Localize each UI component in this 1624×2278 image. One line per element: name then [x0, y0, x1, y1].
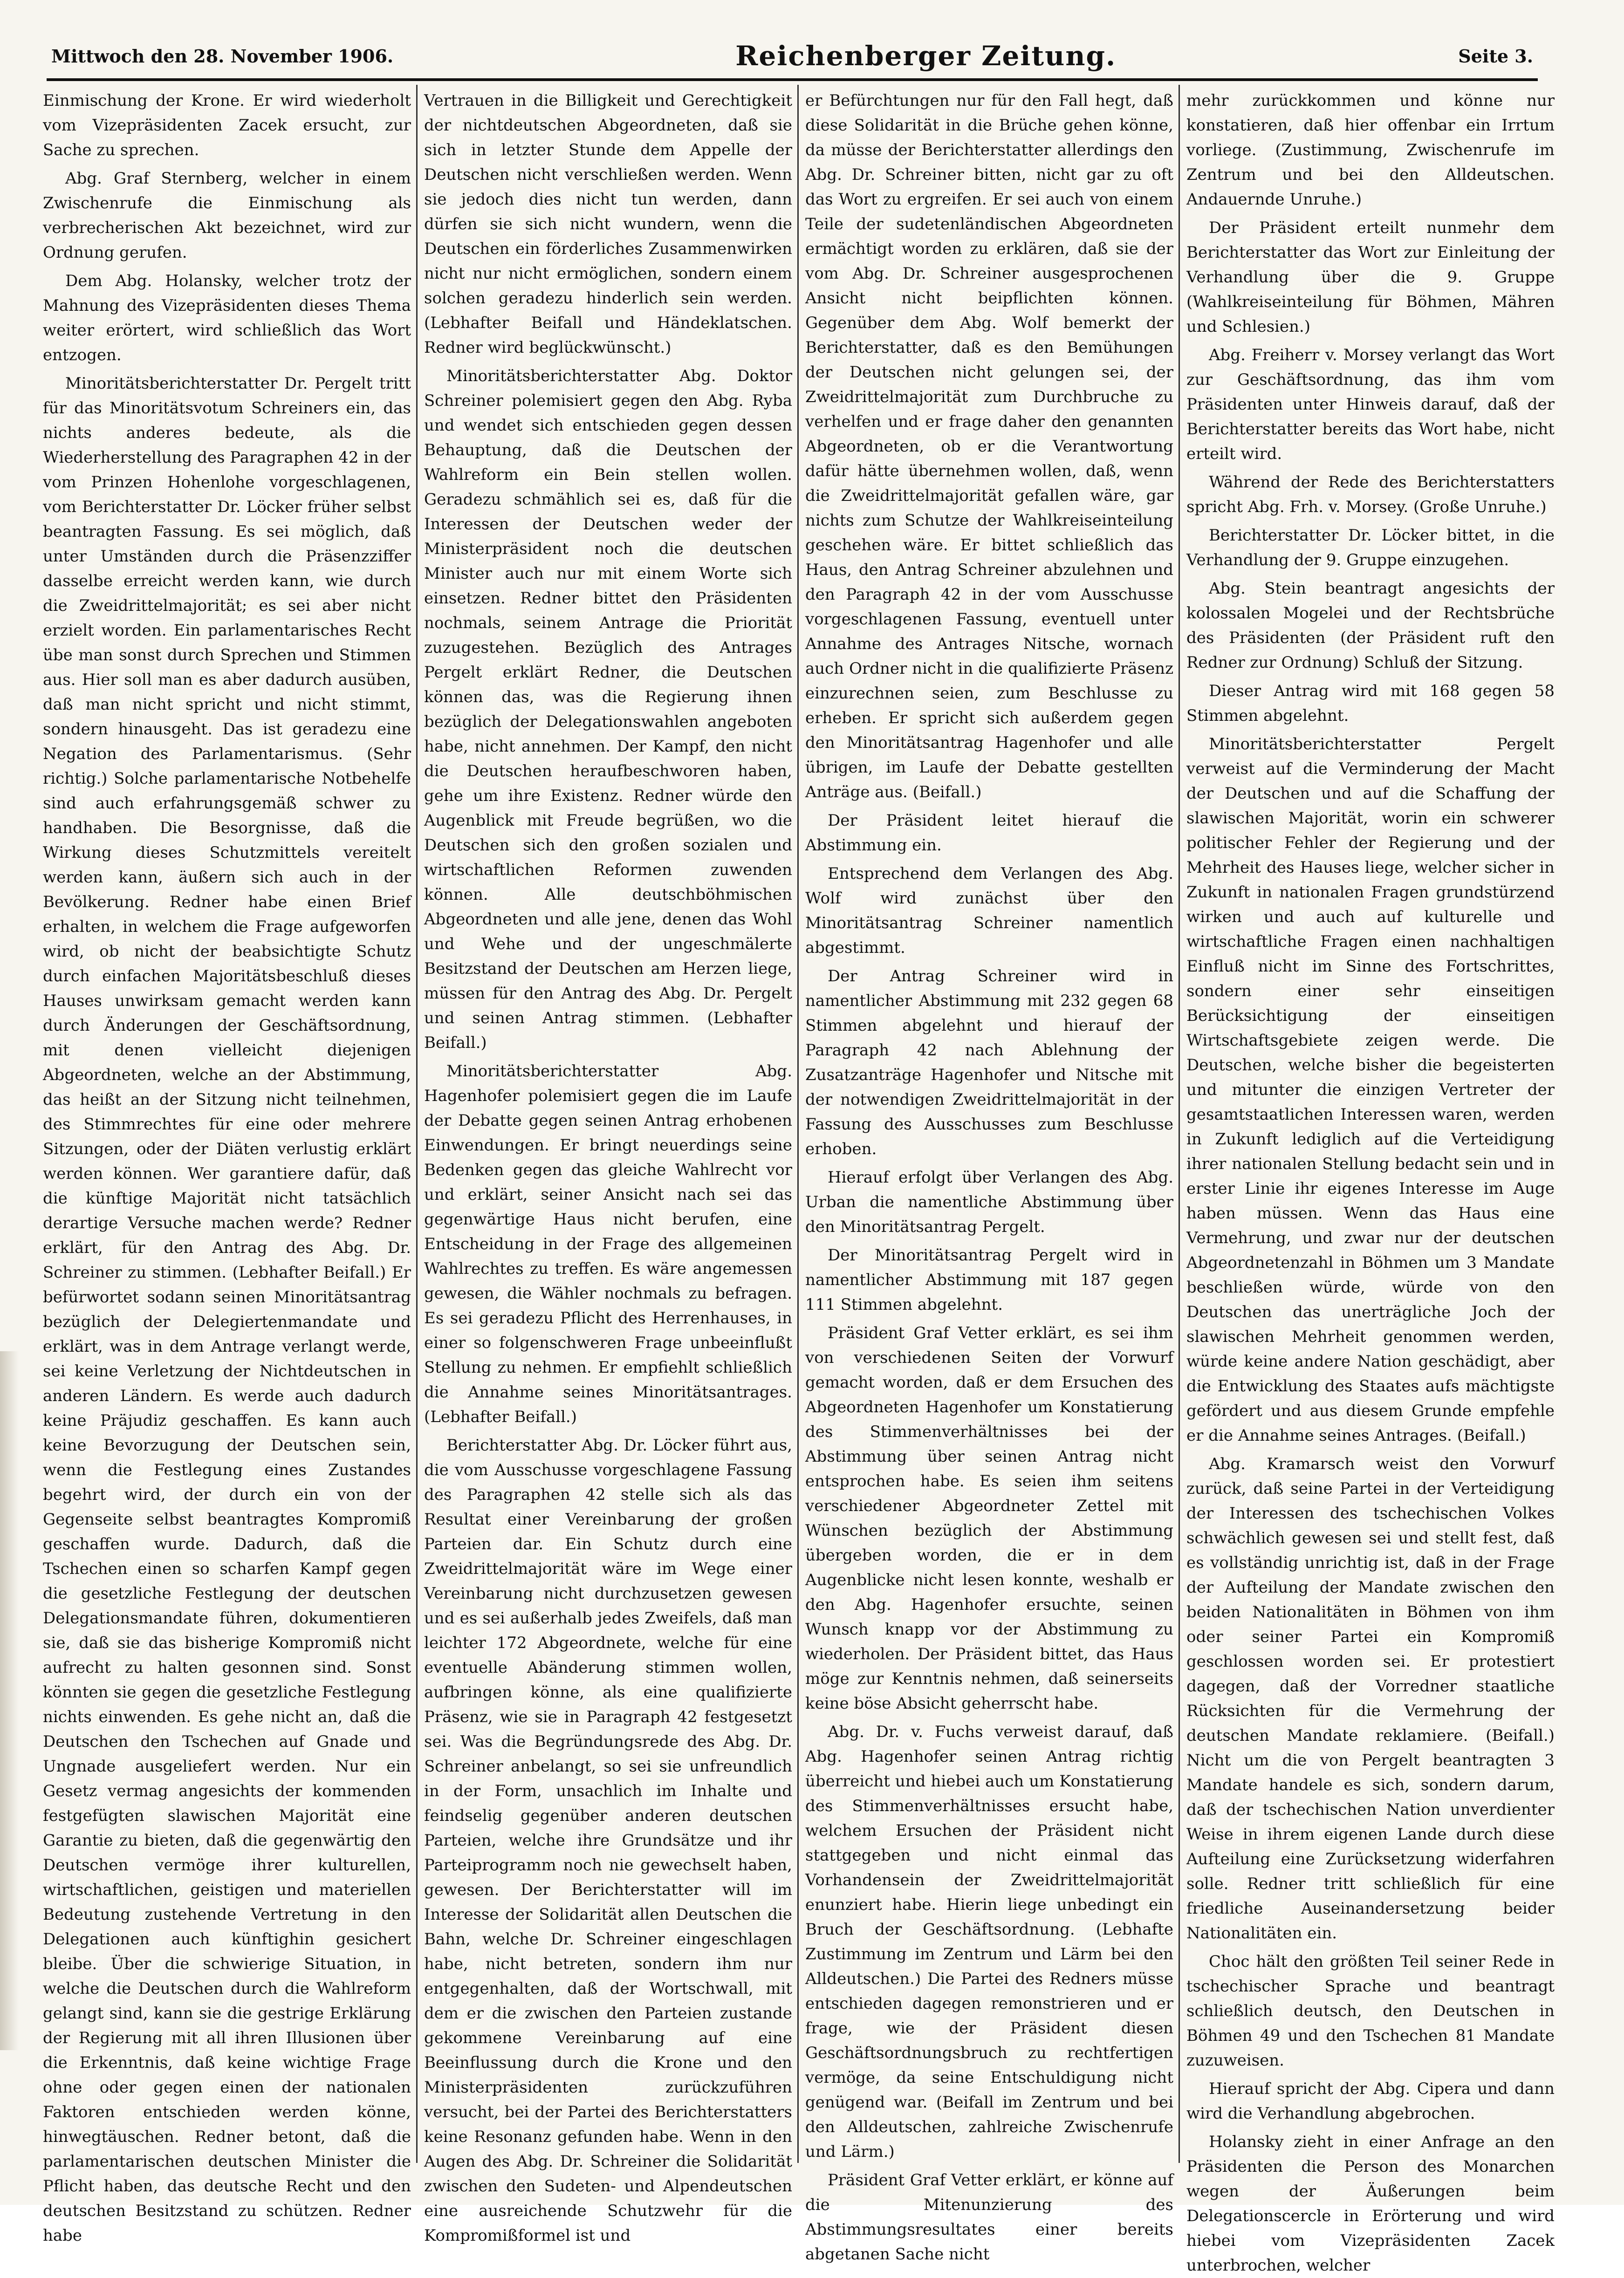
article-paragraph: Der Antrag Schreiner wird in namentlicher Abstimmung mit 232 gegen 68 Stimmen abgelehnt und hierauf der Paragraph 42 nach Ablehnung der Zusatzanträge Hagenhofer und Nitsche mit der notwendigen Zweidrittelmajorität in der Fassung des Ausschusses zum Beschlusse erhoben. [805, 967, 1173, 1158]
article-paragraph: er Befürchtungen nur für den Fall hegt, daß diese Solidarität in die Brüche gehen könne, da müsse der Berichterstatter allerdings den Abg. Dr. Schreiner bitten, nicht gar zu oft das Wort zu ergreifen. Er sei auch von einem Teile der sudetenländischen Abgeordneten ermächtigt worden zu erklären, daß sie der vom Abg. Dr. Schreiner ausgesprochenen Ansicht nicht beipflichten können. Gegenüber dem Abg. Wolf bemerkt der Berichterstatter, daß es den Bemühungen der Deutschen nicht gelungen sei, der Zweidrittelmajorität zum Durchbruche zu verhelfen und er frage daher den genannten Abgeordneten, ob er die Verantwortung dafür hätte übernehmen wollen, daß, wenn die Zweidrittelmajorität gefallen wäre, gar nichts zum Schutze der Wahlkreiseinteilung geschehen wäre. Er bittet schließlich das Haus, den Antrag Schreiner abzulehnen und den Paragraph 42 in der vom Ausschusse vorgeschlagenen Fassung, eventuell unter Annahme des Antrages Nitsche, wornach auch Ordner nicht in die qualifizierte Präsenz einzurechnen seien, zum Beschlusse zu erheben. Er spricht sich außerdem gegen den Minoritätsantrag Hagenhofer und alle übrigen, im Laufe der Debatte gestellten Anträge aus. (Beifall.) [805, 91, 1173, 801]
article-paragraph: Holansky zieht in einer Anfrage an den Präsidenten die Person des Monarchen wegen der Äußerungen beim Delegationscercle in Erörterung und wird hiebei vom Vizepräsidenten Zacek unterbrochen, welcher [1186, 2133, 1555, 2275]
article-paragraph: Abg. Stein beantragt angesichts der kolossalen Mogelei und der Rechtsbrüche des Präsidenten (der Präsident ruft den Redner zur Ordnung) Schluß der Sitzung. [1186, 579, 1555, 672]
article-paragraph: Minoritätsberichterstatter Pergelt verweist auf die Verminderung der Macht der Deutschen und auf die Schaffung der slawischen Majorität, worin ein schwerer politischer Fehler der Regierung und der Mehrheit des Hauses liege, welcher sicher in Zukunft in nationalen Fragen grundstürzend wirken und auch auf kulturelle und wirtschaftliche Fragen einen nachhaltigen Einfluß nicht im Sinne des Fortschrittes, sondern einer sehr einseitigen Berücksichtigung der einseitigen Wirtschaftsgebiete zeigen werde. Die Deutschen, welche bisher die begeisterten und mitunter die einzigen Vertreter der gesamtstaatlichen Interessen waren, werden in Zukunft lediglich auf die Verteidigung ihrer nationalen Stellung bedacht sein und in erster Linie ihr eigenes Interesse im Auge haben müssen. Wenn das Haus eine Vermehrung, und zwar nur der deutschen Abgeordnetenzahl in Böhmen um 3 Mandate beschließen würde, würde von den Deutschen das unerträgliche Joch der slawischen Mehrheit genommen werden, würde keine andere Nation geschädigt, aber die Entwicklung des Staates aufs mächtigste gefördert und aus diesem Grunde empfehle er die Annahme seines Antrages. (Beifall.) [1186, 735, 1555, 1445]
article-paragraph: Abg. Graf Sternberg, welcher in einem Zwischenrufe die Einmischung als verbrecherischen Akt bezeichnet, wird zur Ordnung gerufen. [43, 169, 411, 262]
article-paragraph: Der Präsident erteilt nunmehr dem Berichterstatter das Wort zur Einleitung der Verhandlung über die 9. Gruppe (Wahlkreiseinteilung für Böhmen, Mähren und Schlesien.) [1186, 219, 1555, 336]
column-divider [797, 85, 799, 2163]
article-paragraph: Dieser Antrag wird mit 168 gegen 58 Stimmen abgelehnt. [1186, 682, 1555, 725]
article-paragraph: Vertrauen in die Billigkeit und Gerechtigkeit der nichtdeutschen Abgeordneten, daß sie sich in letzter Stunde dem Appelle der Deutschen nicht verschließen werden. Wenn sie jedoch dies nicht tun werden, dann dürfen sie sich nicht wundern, wenn die Deutschen ein förderliches Zusammenwirken nicht nur nicht ermöglichen, sondern einem solchen geradezu hinderlich sein werden. (Lebhafter Beifall und Händeklatschen. Redner wird beglückwünscht.) [424, 91, 792, 357]
article-paragraph: Berichterstatter Abg. Dr. Löcker führt aus, die vom Ausschusse vorgeschlagene Fassung des Paragraphen 42 stelle sich als das Resultat einer Vereinbarung der großen Parteien dar. Ein Schutz durch eine Zweidrittelmajorität wäre im Wege einer Vereinbarung nicht durchzusetzen gewesen und es sei außerhalb jedes Zweifels, daß man leichter 172 Abgeordnete, welche für eine eventuelle Abänderung stimmen wollen, aufbringen könne, als eine qualifizierte Präsenz, wie sie in Paragraph 42 festgesetzt sei. Was die Begründungsrede des Abg. Dr. Schreiner anbelangt, so sei sie unfreundlich in der Form, unsachlich im Inhalte und feindselig gegenüber anderen deutschen Parteien, welche ihre Grundsätze und ihr Parteiprogramm noch nie gewechselt haben, gewesen. Der Berichterstatter will im Interesse der Solidarität allen Deutschen die Bahn, welche Dr. Schreiner eingeschlagen habe, nicht betreten, sondern ihm nur entgegenhalten, daß der Wortschwall, mit dem er die zwischen den Parteien zustande gekommene Vereinbarung auf eine Beeinflussung durch die Krone und den Ministerpräsidenten zurückzuführen versucht, bei der Partei des Berichterstatters keine Resonanz gefunden habe. Wenn in den Augen des Abg. Dr. Schreiner die Solidarität zwischen den Sudeten- und Alpendeutschen eine ausreichende Schutzwehr für die Kompromißformel ist und [424, 1436, 792, 2245]
article-paragraph: Choc hält den größten Teil seiner Rede in tschechischer Sprache und beantragt schließlich deutsch, den Deutschen in Böhmen 49 und den Tschechen 81 Mandate zuzuweisen. [1186, 1952, 1555, 2070]
text-column-1 [43, 89, 411, 2245]
article-paragraph: Hierauf spricht der Abg. Cipera und dann wird die Verhandlung abgebrochen. [1186, 2080, 1555, 2123]
article-paragraph: Präsident Graf Vetter erklärt, es sei ihm von verschiedenen Seiten der Vorwurf gemacht worden, daß er dem Ersuchen des Abgeordneten Hagenhofer um Konstatierung des Stimmenverhältnisses bei der Abstimmung über seinen Antrag nicht entsprochen habe. Es seien ihm seitens verschiedener Abgeordneter Zettel mit Wünschen bezüglich der Abstimmung übergeben worden, die er in dem Augenblicke nicht lesen konnte, weshalb er den Abg. Hagenhofer ersuchte, seinen Wunsch knapp vor der Abstimmung zu wiederholen. Der Präsident bittet, das Haus möge zur Kenntnis nehmen, daß seinerseits keine böse Absicht geherrscht habe. [805, 1324, 1173, 1713]
article-paragraph: Dem Abg. Holansky, welcher trotz der Mahnung des Vizepräsidenten dieses Thema weiter erörtert, wird schließlich das Wort entzogen. [43, 272, 411, 364]
page-number: Seite 3. [1458, 45, 1533, 67]
article-paragraph: Minoritätsberichterstatter Abg. Hagenhofer polemisiert gegen die im Laufe der Debatte gegen seinen Antrag erhobenen Einwendungen. Er bringt neuerdings seine Bedenken gegen das gleiche Wahlrecht vor und erklärt, seiner Ansicht nach sei das gegenwärtige Haus nicht berufen, eine Entscheidung in der Frage des allgemeinen Wahlrechtes zu treffen. Es wäre angemessen gewesen, die Wähler nochmals zu befragen. Es sei geradezu Pflicht des Herrenhauses, in einer so folgenschweren Frage unbeeinflußt Stellung zu nehmen. Er empfiehlt schließlich die Annahme seines Minoritätsantrages. (Lebhafter Beifall.) [424, 1062, 792, 1426]
scan-edge-shadow [0, 1351, 19, 2050]
newspaper-title: Reichenberger Zeitung. [735, 40, 1117, 72]
article-paragraph: Abg. Dr. v. Fuchs verweist darauf, daß Abg. Hagenhofer seinen Antrag richtig überreicht und hiebei auch um Konstatierung des Stimmenverhältnisses ersucht habe, welchem Ersuchen der Präsident nicht stattgegeben und nicht einmal das Vorhandensein der Zweidrittelmajorität enunziert habe. Hierin liege unbedingt ein Bruch der Geschäftsordnung. (Lebhafte Zustimmung im Zentrum und Lärm bei den Alldeutschen.) Die Partei des Redners müsse entschieden dagegen remonstrieren und er frage, wie der Präsident diesen Geschäftsordnungsbruch zu rechtfertigen vermöge, da seine Entschuldigung nicht genügend war. (Beifall im Zentrum und bei den Alldeutschen, zahlreiche Zwischenrufe und Lärm.) [805, 1723, 1173, 2161]
article-paragraph: Der Minoritätsantrag Pergelt wird in namentlicher Abstimmung mit 187 gegen 111 Stimmen abgelehnt. [805, 1246, 1173, 1314]
text-column-2 [424, 89, 792, 2245]
article-paragraph: Berichterstatter Dr. Löcker bittet, in die Verhandlung der 9. Gruppe einzugehen. [1186, 526, 1555, 569]
page-header [51, 37, 1533, 75]
article-paragraph: Abg. Kramarsch weist den Vorwurf zurück, daß seine Partei in der Verteidigung der Interessen des tschechischen Volkes schwächlich gewesen sei und stellt fest, daß es vollständig unrichtig ist, daß in der Frage der Aufteilung der Mandate zwischen den beiden Nationalitäten in Böhmen von ihm oder seiner Partei ein Kompromiß geschlossen worden sei. Er protestiert dagegen, daß der Vorredner staatliche Rücksichten für die Vermehrung der deutschen Mandate reklamiere. (Beifall.) Nicht um die von Pergelt beantragten 3 Mandate handele es sich, sondern darum, daß der tschechischen Nation unverdienter Weise in ihrem eigenen Lande durch diese Aufteilung eine Zurücksetzung widerfahren solle. Redner tritt schließlich für eine friedliche Auseinandersetzung beider Nationalitäten ein. [1186, 1455, 1555, 1943]
column-divider [1179, 85, 1180, 2163]
issue-date: Mittwoch den 28. November 1906. [51, 45, 394, 67]
article-paragraph: mehr zurückkommen und könne nur konstatieren, daß hier offenbar ein Irrtum vorliege. (Zustimmung, Zwischenrufe im Zentrum und bei den Alldeutschen. Andauernde Unruhe.) [1186, 91, 1555, 209]
text-column-4 [1186, 89, 1555, 2275]
article-paragraph: Der Präsident leitet hierauf die Abstimmung ein. [805, 811, 1173, 855]
text-column-3 [805, 89, 1173, 2264]
article-paragraph: Entsprechend dem Verlangen des Abg. Wolf wird zunächst über den Minoritätsantrag Schreiner namentlich abgestimmt. [805, 864, 1173, 957]
article-paragraph: Hierauf erfolgt über Verlangen des Abg. Urban die namentliche Abstimmung über den Minoritätsantrag Pergelt. [805, 1168, 1173, 1236]
article-paragraph: Minoritätsberichterstatter Abg. Doktor Schreiner polemisiert gegen den Abg. Ryba und wendet sich entschieden gegen dessen Behauptung, daß die Deutschen der Wahlreform ein Bein stellen wollen. Geradezu schmählich sei es, daß für die Interessen der Deutschen weder der Ministerpräsident noch die deutschen Minister auch nur mit einem Worte sich einsetzen. Redner bittet den Präsidenten nochmals, seinem Antrage die Priorität zuzugestehen. Bezüglich des Antrages Pergelt erklärt Redner, die Deutschen können das, was die Regierung ihnen bezüglich der Delegationswahlen angeboten habe, nicht annehmen. Der Kampf, den nicht die Deutschen heraufbeschworen haben, gehe um ihre Existenz. Redner würde den Augenblick mit Freude begrüßen, wo die Deutschen sich den großen sozialen und wirtschaftlichen Reformen zuwenden können. Alle deutschböhmischen Abgeordneten und alle jene, denen das Wohl und Wehe und der ungeschmälerte Besitzstand der Deutschen am Herzen liege, müssen für den Antrag des Abg. Dr. Pergelt und seinen Antrag stimmen. (Lebhafter Beifall.) [424, 367, 792, 1052]
header-rule [47, 78, 1538, 81]
article-paragraph: Während der Rede des Berichterstatters spricht Abg. Frh. v. Morsey. (Große Unruhe.) [1186, 473, 1555, 516]
article-paragraph: Abg. Freiherr v. Morsey verlangt das Wort zur Geschäftsordnung, das ihm vom Präsidenten unter Hinweis darauf, daß der Berichterstatter bereits das Wort habe, nicht erteilt wird. [1186, 346, 1555, 463]
article-paragraph: Einmischung der Krone. Er wird wiederholt vom Vizepräsidenten Zacek ersucht, zur Sache zu sprechen. [43, 91, 411, 159]
article-paragraph: Minoritätsberichterstatter Dr. Pergelt tritt für das Minoritätsvotum Schreiners ein, das nichts anderes bedeute, als die Wiederherstellung des Paragraphen 42 in der vom Prinzen Hohenlohe vorgeschlagenen, vom Berichterstatter Dr. Löcker früher selbst beantragten Fassung. Es sei möglich, daß unter Umständen durch die Präsenzziffer dasselbe erreicht werden kann, wie durch die Zweidrittelmajorität; es sei aber nicht erzielt worden. Ein parlamentarisches Recht übe man sonst durch Sprechen und Stimmen aus. Hier soll man es aber dadurch ausüben, daß man nicht spricht und nicht stimmt, sondern hinausgeht. Das ist geradezu eine Negation des Parlamentarismus. (Sehr richtig.) Solche parlamentarische Notbehelfe sind auch erfahrungsgemäß schwer zu handhaben. Die Besorgnisse, daß die Wirkung dieses Schutzmittels vereitelt werden kann, äußern sich auch in der Bevölkerung. Redner habe einen Brief erhalten, in welchem die Frage aufgeworfen wird, ob nicht der beabsichtigte Schutz durch einfachen Majoritätsbeschluß dieses Hauses unwirksam gemacht werden kann durch Änderungen der Geschäftsordnung, mit denen vielleicht diejenigen Abgeordneten, welche an der Abstimmung, das heißt an der Sitzung nicht teilnehmen, des Stimmrechtes für eine oder mehrere Sitzungen, oder der Diäten verlustig erklärt werden können. Wer garantiere dafür, daß die künftige Majorität nicht tatsächlich derartige Versuche machen werde? Redner erklärt, für den Antrag des Abg. Dr. Schreiner zu stimmen. (Lebhafter Beifall.) Er befürwortet sodann seinen Minoritätsantrag bezüglich der Delegiertenmandate und erklärt, was in dem Antrage verlangt werde, sei keine Verletzung der Nichtdeutschen in anderen Ländern. Es werde auch dadurch keine Präjudiz geschaffen. Es kann auch keine Bevorzugung der Deutschen sein, wenn die Festlegung eines Zustandes begehrt wird, der durch ein von der Gegenseite selbst beantragtes Kompromiß geschaffen wurde. Dadurch, daß die Tschechen einen so scharfen Kampf gegen die gesetzliche Festlegung der deutschen Delegationsmandate führen, dokumentieren sie, daß sie das bisherige Kompromiß nicht aufrecht zu halten gesonnen sind. Sonst könnten sie gegen die gesetzliche Festlegung nichts einwenden. Es gehe nicht an, daß die Deutschen den Tschechen auf Gnade und Ungnade ausgeliefert werden. Nur ein Gesetz vermag angesichts der kommenden festgefügten slawischen Majorität eine Garantie zu bieten, daß die gegenwärtig den Deutschen vermöge ihrer kulturellen, wirtschaftlichen, geistigen und materiellen Bedeutung zustehende Vertretung in den Delegationen auch künftighin gesichert bleibe. Über die schwierige Situation, in welche die Deutschen durch die Wahlreform gelangt sind, kann sie die gestrige Erklärung der Regierung mit all ihren Illusionen über die Erkenntnis, daß keine wichtige Frage ohne oder gegen einen der nationalen Faktoren entschieden werden könne, hinwegtäuschen. Redner betont, daß die parlamentarischen deutschen Minister die Pflicht haben, das deutsche Recht und den deutschen Besitzstand zu schützen. Redner habe [43, 374, 411, 2245]
column-divider [416, 85, 418, 2163]
article-paragraph: Präsident Graf Vetter erklärt, er könne auf die Mitenunzierung des Abstimmungsresultates einer bereits abgetanen Sache nicht [805, 2171, 1173, 2264]
